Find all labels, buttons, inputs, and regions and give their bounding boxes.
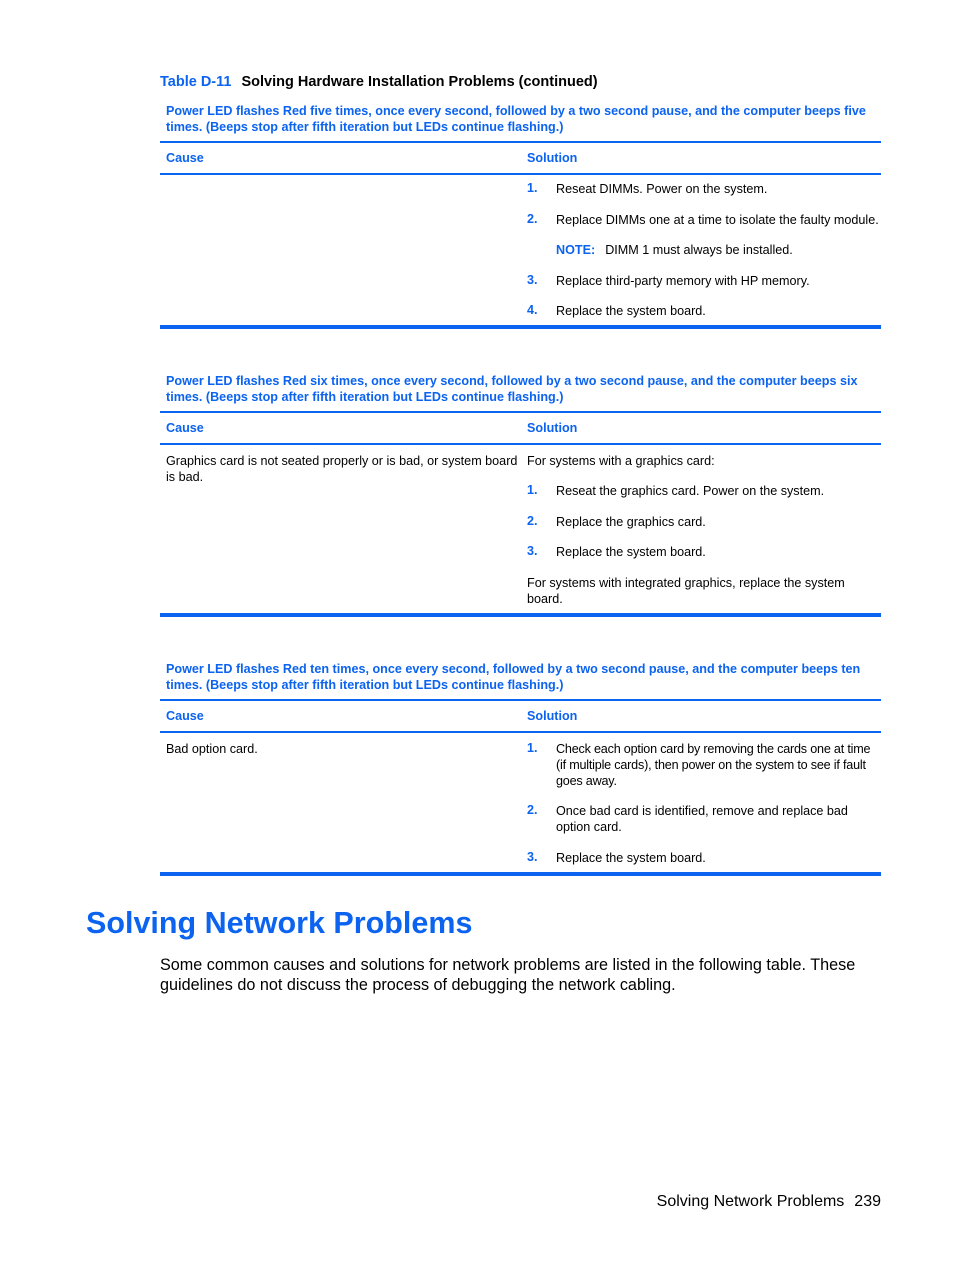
- step-text: Reseat DIMMs. Power on the system.: [556, 182, 768, 196]
- step-text: Replace the system board.: [556, 545, 706, 559]
- solution-intro: For systems with a graphics card:: [527, 454, 715, 468]
- header-rule: [160, 443, 881, 445]
- cause-text: Graphics card is not seated properly or is bad, or system board is bad.: [166, 454, 518, 484]
- table-heading-five-flashes: Power LED flashes Red five times, once every second, followed by a two second pause, and the computer beeps five times. (Beeps stop after fifth iteration but LEDs continue flashing.): [166, 104, 866, 134]
- solution-column-header: Solution: [527, 709, 578, 723]
- step-text: Check each option card by removing the cards one at time (if multiple cards), then power on the system to see if fault goes away.: [556, 742, 871, 788]
- step-number: 2.: [527, 514, 538, 528]
- step-text: Replace DIMMs one at a time to isolate the faulty module.: [556, 213, 879, 227]
- step-number: 1.: [527, 181, 538, 195]
- table-bottom-rule: [160, 872, 881, 876]
- note-label: NOTE:: [556, 243, 596, 257]
- step-number: 1.: [527, 741, 538, 755]
- step-text: Replace the system board.: [556, 851, 706, 865]
- step-number: 2.: [527, 212, 538, 226]
- solution-column-header: Solution: [527, 151, 578, 165]
- solution-outro: For systems with integrated graphics, replace the system board.: [527, 576, 845, 606]
- section-intro: Some common causes and solutions for network problems are listed in the following table. These guidelines do not discuss the process of debugging the network cabling.: [160, 956, 856, 994]
- footer-section: Solving Network Problems: [656, 1193, 845, 1210]
- step-number: 4.: [527, 303, 538, 317]
- step-number: 1.: [527, 483, 538, 497]
- step-number: 3.: [527, 273, 538, 287]
- step-number: 2.: [527, 803, 538, 817]
- header-rule: [160, 731, 881, 733]
- step-number: 3.: [527, 850, 538, 864]
- note: [556, 242, 881, 258]
- step-number: 3.: [527, 544, 538, 558]
- step-text: Reseat the graphics card. Power on the system.: [556, 484, 825, 498]
- step-text: Replace the graphics card.: [556, 515, 706, 529]
- cause-column-header: Cause: [166, 709, 204, 723]
- table-heading-six-flashes: Power LED flashes Red six times, once every second, followed by a two second pause, and the computer beeps six times. (Beeps stop after fifth iteration but LEDs continue flashing.): [166, 374, 858, 404]
- table-top-rule: [160, 141, 881, 143]
- cause-column-header: Cause: [166, 151, 204, 165]
- page-number: 239: [854, 1193, 881, 1210]
- step-text: Replace third-party memory with HP memory.: [556, 274, 810, 288]
- header-rule: [160, 173, 881, 175]
- cause-text: Bad option card.: [166, 742, 258, 756]
- section-title: Solving Network Problems: [86, 906, 473, 940]
- cause-column-header: Cause: [166, 421, 204, 435]
- table-top-rule: [160, 699, 881, 701]
- table-caption-title: Solving Hardware Installation Problems (continued): [241, 74, 598, 90]
- solution-column-header: Solution: [527, 421, 578, 435]
- table-heading-ten-flashes: Power LED flashes Red ten times, once every second, followed by a two second pause, and the computer beeps ten times. (Beeps stop after fifth iteration but LEDs continue flashing.): [166, 662, 861, 692]
- page-footer: [657, 1193, 881, 1211]
- table-caption: [160, 74, 598, 90]
- note-text: DIMM 1 must always be installed.: [605, 243, 793, 257]
- table-caption-label: Table D-11: [160, 74, 232, 90]
- table-top-rule: [160, 411, 881, 413]
- table-bottom-rule: [160, 613, 881, 617]
- step-text: Once bad card is identified, remove and replace bad option card.: [556, 804, 848, 834]
- table-bottom-rule: [160, 325, 881, 329]
- step-text: Replace the system board.: [556, 304, 706, 318]
